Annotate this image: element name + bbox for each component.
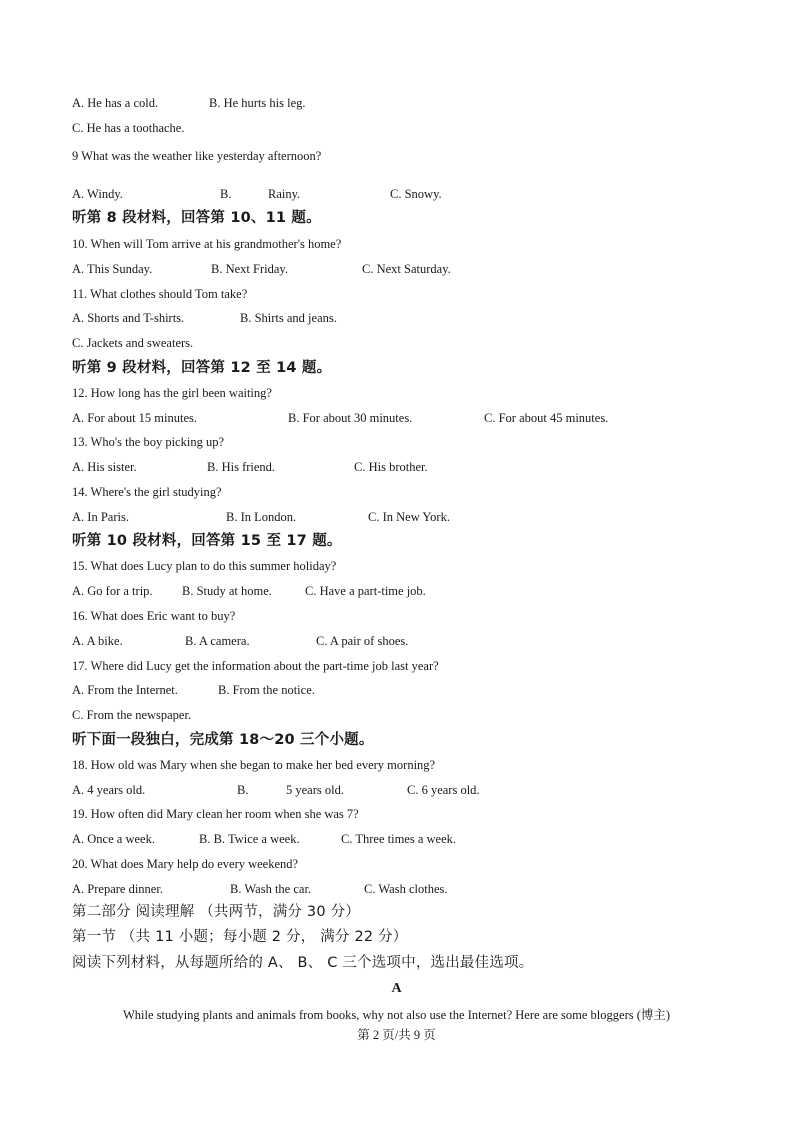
part-two-heading: 第二部分 阅读理解 （共两节，满分 30 分） [72, 904, 360, 920]
q11-option-c: C. Jackets and sweaters. [72, 336, 194, 350]
option-a: A. Prepare dinner. [72, 882, 163, 896]
option-b: B. He hurts his leg. [209, 96, 306, 110]
option-a: A. Go for a trip. [72, 584, 153, 598]
option-a: A. From the Internet. [72, 683, 178, 697]
option-a: A. In Paris. [72, 510, 129, 524]
question-9: 9 What was the weather like yesterday afternoon? [72, 149, 322, 163]
option-a: A. For about 15 minutes. [72, 411, 197, 425]
option-b: B. Next Friday. [211, 262, 288, 276]
question-17: 17. Where did Lucy get the information about the part-time job last year? [72, 659, 439, 673]
question-20: 20. What does Mary help do every weekend? [72, 857, 299, 871]
section-heading-monologue: 听下面一段独白，完成第 18～20 三个小题。 [72, 732, 374, 748]
option-a: A. Shorts and T-shirts. [72, 311, 185, 325]
q17-option-c: C. From the newspaper. [72, 708, 192, 722]
instructions: 阅读下列材料，从每题所给的 A、 B、 C 三个选项中，选出最佳选项。 [72, 955, 534, 971]
option-c: C. Three times a week. [341, 832, 457, 846]
option-b-text: Rainy. [268, 187, 301, 201]
option-b: B. B. Twice a week. [199, 832, 300, 846]
option-c: C. Wash clothes. [364, 882, 448, 896]
section-heading-9: 听第 9 段材料，回答第 12 至 14 题。 [72, 360, 332, 376]
option-c: C. Snowy. [390, 187, 442, 201]
passage-first-line: While studying plants and animals from books, why not also use the Internet? Here are some bloggers (博主) [122, 1008, 671, 1022]
option-b: B. Study at home. [182, 584, 272, 598]
option-b: B. Wash the car. [230, 882, 312, 896]
question-19: 19. How often did Mary clean her room when she was 7? [72, 807, 359, 821]
question-11: 11. What clothes should Tom take? [72, 287, 248, 301]
question-12: 12. How long has the girl been waiting? [72, 386, 272, 400]
question-13: 13. Who's the boy picking up? [72, 435, 225, 449]
option-c: C. He has a toothache. [72, 121, 185, 135]
option-a: A. 4 years old. [72, 783, 146, 797]
option-a: A. He has a cold. [72, 96, 159, 110]
option-b: B. [237, 783, 249, 797]
option-a: A. His sister. [72, 460, 137, 474]
question-10: 10. When will Tom arrive at his grandmother's home? [72, 237, 342, 251]
option-b: B. His friend. [207, 460, 276, 474]
option-c: C. Next Saturday. [362, 262, 451, 276]
page-footer: 第 2 页/共 9 页 [357, 1028, 436, 1042]
option-b: B. From the notice. [218, 683, 315, 697]
option-b: B. [220, 187, 232, 201]
question-15: 15. What does Lucy plan to do this summer holiday? [72, 559, 337, 573]
question-14: 14. Where's the girl studying? [72, 485, 222, 499]
section-heading-8: 听第 8 段材料，回答第 10、11 题。 [72, 210, 321, 226]
option-a: A. Windy. [72, 187, 123, 201]
section-one-heading: 第一节 （共 11 小题；每小题 2 分， 满分 22 分） [72, 929, 408, 945]
option-a: A. A bike. [72, 634, 123, 648]
option-b: B. A camera. [185, 634, 250, 648]
option-b: B. For about 30 minutes. [288, 411, 413, 425]
passage-letter: A [391, 981, 402, 996]
option-c: C. His brother. [354, 460, 428, 474]
option-c: C. Have a part-time job. [305, 584, 426, 598]
option-c: C. For about 45 minutes. [484, 411, 609, 425]
option-a: A. Once a week. [72, 832, 155, 846]
question-16: 16. What does Eric want to buy? [72, 609, 236, 623]
section-heading-10: 听第 10 段材料，回答第 15 至 17 题。 [72, 533, 342, 549]
question-18: 18. How old was Mary when she began to make her bed every morning? [72, 758, 436, 772]
option-b: B. Shirts and jeans. [240, 311, 337, 325]
option-b: B. In London. [226, 510, 297, 524]
option-c: C. 6 years old. [407, 783, 480, 797]
option-c: C. In New York. [368, 510, 450, 524]
option-b-text: 5 years old. [286, 783, 344, 797]
option-c: C. A pair of shoes. [316, 634, 409, 648]
option-a: A. This Sunday. [72, 262, 153, 276]
